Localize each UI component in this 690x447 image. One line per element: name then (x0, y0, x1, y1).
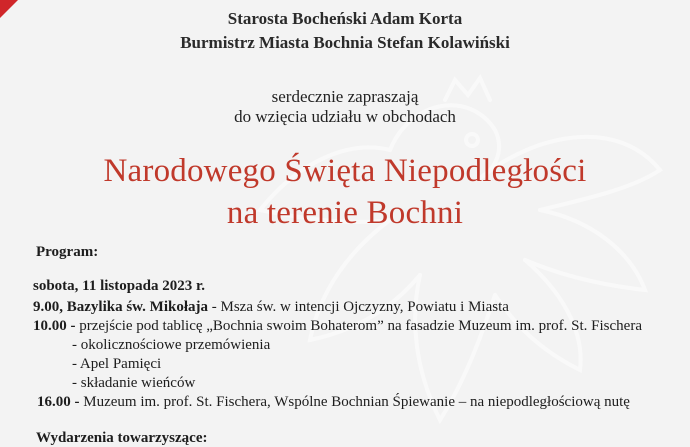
program-item-text: - Msza św. w intencji Ojczyzny, Powiatu i Miasta (208, 299, 509, 315)
program-item (33, 299, 509, 316)
program-item-time: 16.00 - (37, 394, 80, 410)
program-item-text: Muzeum im. prof. St. Fischera, Wspólne Bochnian Śpiewanie – na niepodległościową nutę (79, 394, 630, 410)
event-title-line-1: Narodowego Święta Niepodległości (103, 153, 587, 189)
header-line-burmistrz: Burmistrz Miasta Bochnia Stefan Kolawiński (180, 33, 510, 52)
program-subitem: - Apel Pamięci (72, 356, 162, 372)
invitation-line-2: do wzięcia udziału w obchodach (234, 107, 456, 126)
invitation-line-1: serdecznie zapraszają (271, 87, 419, 106)
program-subitem: - składanie wieńców (72, 375, 196, 391)
program-item (37, 394, 630, 411)
program-item-time: 10.00 - (33, 318, 76, 334)
program-subitem: - okolicznościowe przemówienia (72, 337, 271, 353)
program-item-text: przejście pod tablicę „Bochnia swoim Bohaterom” na fasadzie Muzeum im. prof. St. Fischera (75, 318, 642, 334)
program-item-time: 9.00, Bazylika św. Mikołaja (33, 299, 209, 315)
program-date: sobota, 11 listopada 2023 r. (33, 278, 205, 294)
events-label: Wydarzenia towarzyszące: (36, 430, 208, 446)
program-label: Program: (36, 244, 99, 260)
header-line-starosta: Starosta Bocheński Adam Korta (227, 9, 463, 28)
event-title-line-2: na terenie Bochni (226, 195, 464, 231)
program-item (33, 318, 642, 335)
